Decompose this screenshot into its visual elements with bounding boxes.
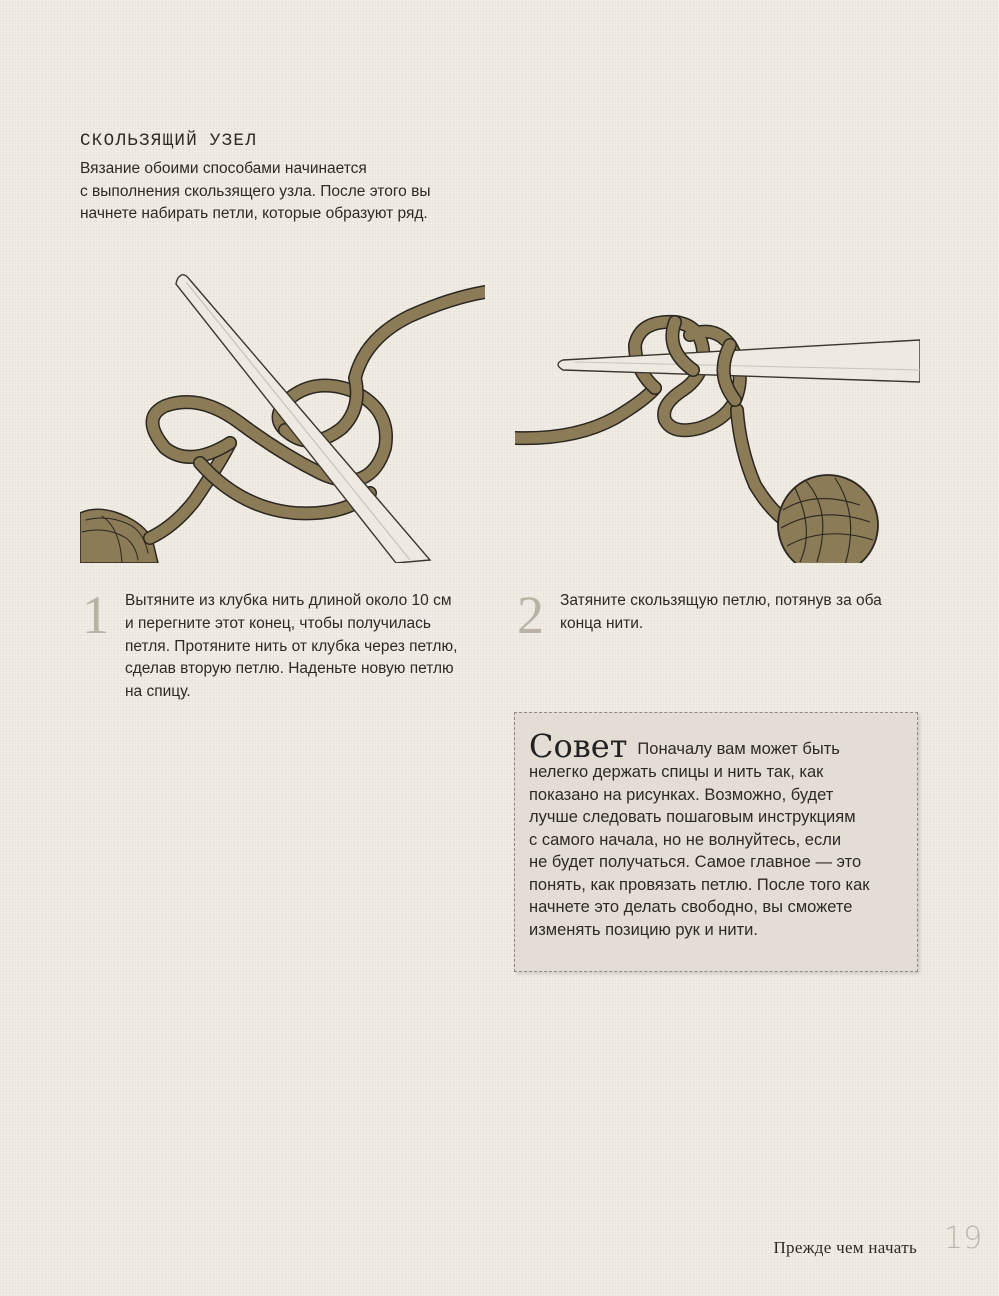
tip-first-text: Поначалу вам может быть: [637, 740, 840, 758]
chapter-title: Прежде чем начать: [773, 1238, 917, 1257]
tightened-slip-knot-illustration: [515, 300, 920, 563]
tip-body: [529, 727, 899, 941]
page-number: 19: [944, 1221, 983, 1256]
slip-knot-loop-illustration: [80, 268, 485, 563]
tip-first-line: [529, 727, 899, 765]
tip-title: Совет: [529, 727, 628, 765]
tip-line: не будет получаться. Самое главное — это: [529, 853, 862, 871]
tip-line: изменять позицию рук и нити.: [529, 920, 758, 939]
step-line: конца нити.: [560, 614, 644, 632]
intro-paragraph: [80, 158, 500, 226]
step-1-text: [125, 590, 485, 704]
step-line: на спицу.: [125, 683, 191, 701]
tip-line: нелегко держать спицы и нить так, как: [529, 763, 824, 781]
figure-step-2-tightened-knot: [515, 300, 920, 563]
yarn-ball-icon: [778, 475, 878, 563]
intro-line: Вязание обоими способами начинается: [80, 160, 367, 177]
tip-line: начнете это делать свободно, вы сможете: [529, 898, 853, 916]
tip-line: понять, как провязать петлю. После того как: [529, 875, 870, 894]
tip-line: показано на рисунках. Возможно, будет: [529, 785, 834, 804]
step-line: Затяните скользящую петлю, потянув за оба: [560, 592, 882, 609]
step-line: сделав вторую петлю. Наденьте новую петлю: [125, 660, 454, 678]
intro-line: с выполнения скользящего узла. После этого вы: [80, 182, 431, 200]
figure-step-1-slip-knot: [80, 268, 485, 563]
section-heading: СКОЛЬЗЯЩИЙ УЗЕЛ: [80, 131, 258, 151]
step-line: Вытяните из клубка нить длиной около 10 см: [125, 592, 452, 609]
step-number-2: 2: [517, 585, 544, 645]
knitting-needle-icon: [558, 340, 920, 382]
tip-line: с самого начала, но не волнуйтесь, если: [529, 830, 842, 849]
step-line: и перегните этот конец, чтобы получилась: [125, 614, 432, 632]
step-2-text: [560, 590, 920, 636]
tip-box: [514, 712, 918, 972]
step-line: петля. Протяните нить от клубка через петлю,: [125, 637, 458, 655]
tip-line: лучше следовать пошаговым инструкциям: [529, 808, 856, 826]
intro-line: начнете набирать петли, которые образуют ряд.: [80, 205, 428, 222]
step-number-1: 1: [82, 585, 109, 645]
